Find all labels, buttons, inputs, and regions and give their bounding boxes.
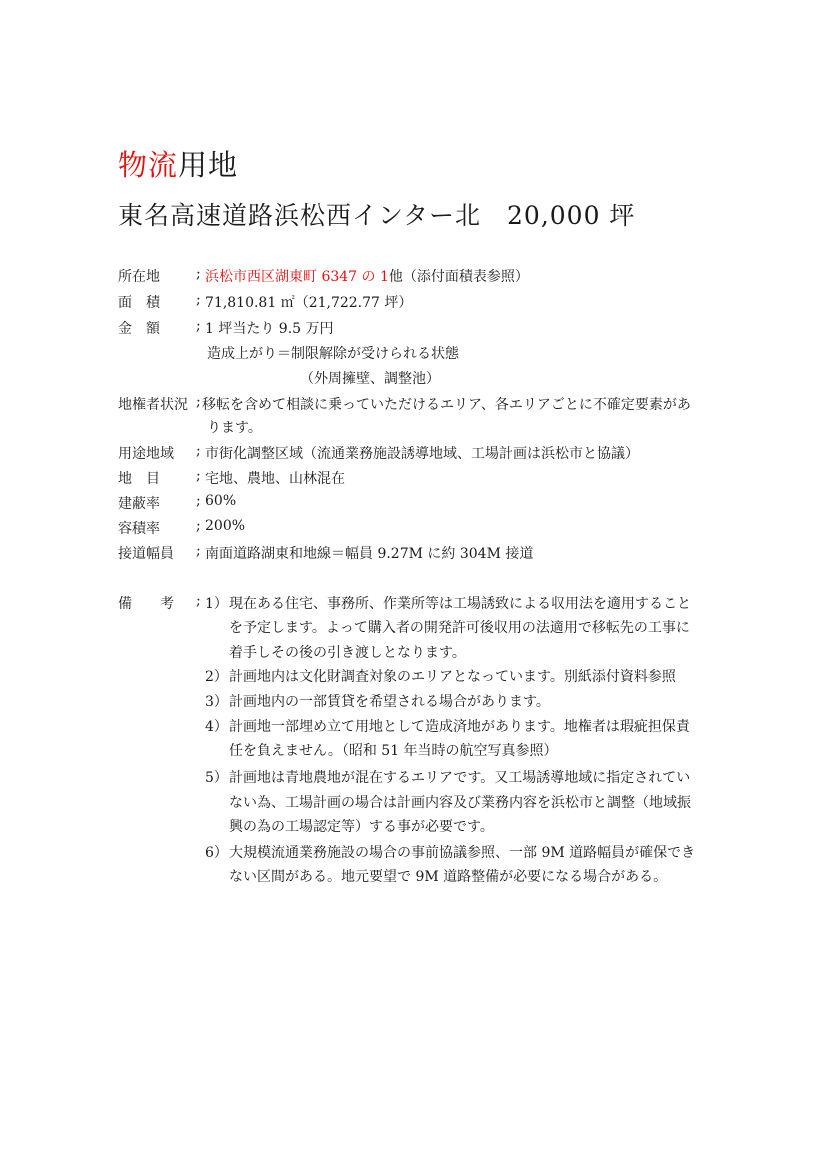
field-label: 面 積 — [118, 295, 160, 311]
field-value — [205, 266, 529, 286]
field-value: 南面道路湖東和地線＝幅員 9.27M に約 304M 接道 — [205, 546, 534, 562]
separator: ; — [196, 593, 201, 609]
field-value: 71,810.81 ㎡（21,722.77 坪） — [205, 295, 413, 311]
remark-line: 計画地一部埋め立て用地として造成済地があります。地権者は瑕疵担保責 — [229, 719, 690, 735]
address-note: 他（添付面積表参照） — [388, 269, 529, 285]
field-value: 宅地、農地、山林混在 — [205, 471, 345, 487]
remark-line: 興の為の工場認定等）する事が必要です。 — [229, 819, 494, 835]
separator: ; — [196, 266, 201, 282]
separator: ; — [196, 518, 201, 534]
remark-number: 1） — [205, 596, 228, 612]
address-highlight: 浜松市西区湖東町 6347 の 1 — [205, 269, 389, 285]
field-label: 地 目 — [118, 471, 160, 487]
field-label: 所在地 — [118, 269, 160, 285]
field-label: 建蔽率 — [118, 496, 160, 512]
field-value: 60% — [205, 493, 237, 509]
field-label: 地権者状況 — [118, 397, 188, 413]
remark-number: 2） — [205, 669, 228, 685]
separator: ; — [196, 394, 201, 410]
page-title — [118, 143, 238, 184]
field-value: 1 坪当たり 9.5 万円 — [205, 321, 334, 337]
separator: ; — [196, 443, 201, 459]
remarks-label: 備 考 — [118, 596, 174, 612]
remark-line: ない区間がある。地元要望で 9M 道路整備が必要になる場合がある。 — [229, 869, 668, 885]
remark-line: 計画地内は文化財調査対象のエリアとなっています。別紙添付資料参照 — [229, 669, 676, 685]
remark-number: 3） — [205, 694, 228, 710]
price-condition: 造成上がり＝制限解除が受けられる状態 — [207, 346, 459, 362]
page-title-rest: 用地 — [178, 148, 239, 182]
separator: ; — [196, 493, 201, 509]
separator: ; — [196, 292, 201, 308]
remark-number: 4） — [205, 719, 228, 735]
field-label: 金 額 — [118, 321, 160, 337]
field-label: 用途地域 — [118, 446, 174, 462]
separator: ; — [196, 468, 201, 484]
field-value: 市街化調整区域（流通業務施設誘導地域、工場計画は浜松市と協議） — [205, 446, 639, 462]
remark-line: 現在ある住宅、事務所、作業所等は工場誘致による収用法を適用すること — [229, 596, 691, 612]
remark-line: 計画地は青地農地が混在するエリアです。又工場誘導地域に指定されてい — [229, 770, 691, 786]
field-value: 200% — [205, 518, 246, 534]
remark-line: を予定します。よって購入者の開発許可後収用の法適用で移転先の工事に — [229, 620, 690, 636]
field-label: 容積率 — [118, 521, 160, 537]
remark-line: 任を負えません。（昭和 51 年当時の航空写真参照） — [229, 743, 558, 759]
separator: ; — [196, 318, 201, 334]
remark-number: 5） — [205, 770, 228, 786]
field-label: 接道幅員 — [118, 546, 174, 562]
field-value-cont: ります。 — [207, 420, 262, 436]
remark-line: 計画地内の一部賃貸を希望される場合があります。 — [229, 694, 550, 710]
remark-line: 着手しその後の引き渡しとなります。 — [229, 645, 466, 661]
remark-line: ない為、工場計画の場合は計画内容及び業務内容を浜松市と調整（地域振 — [229, 795, 691, 811]
separator: ; — [196, 543, 201, 559]
page-subtitle: 東名高速道路浜松西インター北 20,000 坪 — [118, 201, 636, 230]
field-value: 移転を含めて相談に乗っていただけるエリア、各エリアごとに不確定要素があ — [202, 397, 691, 413]
remark-number: 6） — [205, 845, 228, 861]
page-title-highlight: 物流 — [118, 148, 179, 182]
price-condition-detail: （外周擁壁、調整池） — [300, 371, 440, 387]
remark-line: 大規模流通業務施設の場合の事前協議参照、一部 9M 道路幅員が確保でき — [229, 845, 696, 861]
